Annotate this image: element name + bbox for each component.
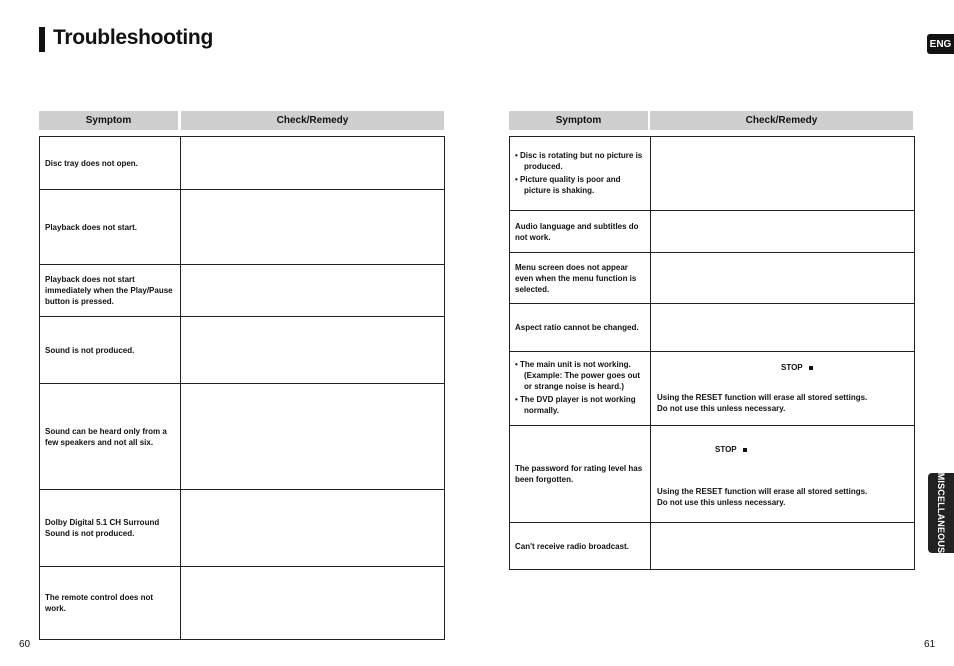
table-row [40, 490, 445, 567]
symptom-cell: Dolby Digital 5.1 CH Surround Sound is not produced. [40, 490, 181, 567]
remedy-cell [181, 265, 445, 317]
reset-warning-line: Do not use this unless necessary. [657, 498, 786, 507]
symptom-cell: Menu screen does not appear even when the menu function is selected. [510, 253, 651, 304]
stop-icon [809, 366, 813, 370]
table-row [510, 352, 915, 426]
symptom-cell: Sound can be heard only from a few speakers and not all six. [40, 384, 181, 490]
title-bar-accent [39, 27, 45, 52]
right-symptom-header: Symptom [509, 111, 648, 130]
symptom-cell [510, 352, 651, 426]
table-row [510, 211, 915, 253]
symptom-cell: Can't receive radio broadcast. [510, 523, 651, 570]
remedy-cell [181, 490, 445, 567]
table-row [510, 426, 915, 523]
bullet-item: • The main unit is not working. (Example: The power goes out or strange noise is heard.) [515, 360, 641, 391]
page-title: Troubleshooting [53, 26, 213, 49]
remedy-cell [651, 352, 915, 426]
stop-button-label [715, 444, 747, 455]
symptom-bullets [515, 359, 645, 416]
reset-warning-line: Do not use this unless necessary. [657, 404, 786, 413]
page-number-left: 60 [19, 639, 31, 650]
symptom-cell: Disc tray does not open. [40, 137, 181, 190]
stop-label: STOP [781, 363, 803, 372]
remedy-cell [651, 211, 915, 253]
stop-label: STOP [715, 445, 737, 454]
symptom-cell: Sound is not produced. [40, 317, 181, 384]
remedy-cell [181, 384, 445, 490]
symptom-cell: Aspect ratio cannot be changed. [510, 304, 651, 352]
remedy-cell [651, 137, 915, 211]
reset-warning-line: Using the RESET function will erase all stored settings. [657, 393, 868, 402]
symptom-cell [510, 137, 651, 211]
table-row [510, 523, 915, 570]
reset-warning-line: Using the RESET function will erase all stored settings. [657, 487, 868, 496]
symptom-cell: The remote control does not work. [40, 567, 181, 640]
symptom-cell: The password for rating level has been forgotten. [510, 426, 651, 523]
left-symptom-header: Symptom [39, 111, 178, 130]
bullet-item: • The DVD player is not working normally. [515, 395, 636, 415]
table-row [40, 317, 445, 384]
remedy-cell [181, 190, 445, 265]
remedy-cell [651, 304, 915, 352]
symptom-bullets [515, 150, 645, 196]
table-row [40, 137, 445, 190]
table-row [40, 265, 445, 317]
symptom-cell: Playback does not start. [40, 190, 181, 265]
symptom-cell: Playback does not start immediately when the Play/Pause button is pressed. [40, 265, 181, 317]
right-troubleshooting-table [509, 136, 915, 570]
table-row [40, 190, 445, 265]
section-tab [928, 473, 954, 553]
table-row [510, 304, 915, 352]
reset-warning [657, 392, 867, 414]
language-badge: ENG [927, 34, 954, 54]
right-remedy-header: Check/Remedy [650, 111, 913, 130]
bullet-item: • Disc is rotating but no picture is produced. [515, 150, 643, 171]
section-tab-label: MISCELLANEOUS [936, 472, 946, 554]
left-remedy-header: Check/Remedy [181, 111, 444, 130]
reset-warning [657, 486, 867, 508]
stop-button-label [781, 362, 813, 373]
remedy-cell [651, 253, 915, 304]
remedy-cell [181, 567, 445, 640]
remedy-cell [651, 523, 915, 570]
remedy-cell [181, 317, 445, 384]
bullet-item: • Picture quality is poor and picture is shaking. [515, 174, 621, 195]
stop-icon [743, 448, 747, 452]
left-troubleshooting-table [39, 136, 445, 640]
table-row [40, 384, 445, 490]
remedy-cell [181, 137, 445, 190]
table-row [510, 137, 915, 211]
page-number-right: 61 [924, 639, 936, 650]
symptom-cell: Audio language and subtitles do not work. [510, 211, 651, 253]
remedy-cell [651, 426, 915, 523]
table-row [40, 567, 445, 640]
table-row [510, 253, 915, 304]
